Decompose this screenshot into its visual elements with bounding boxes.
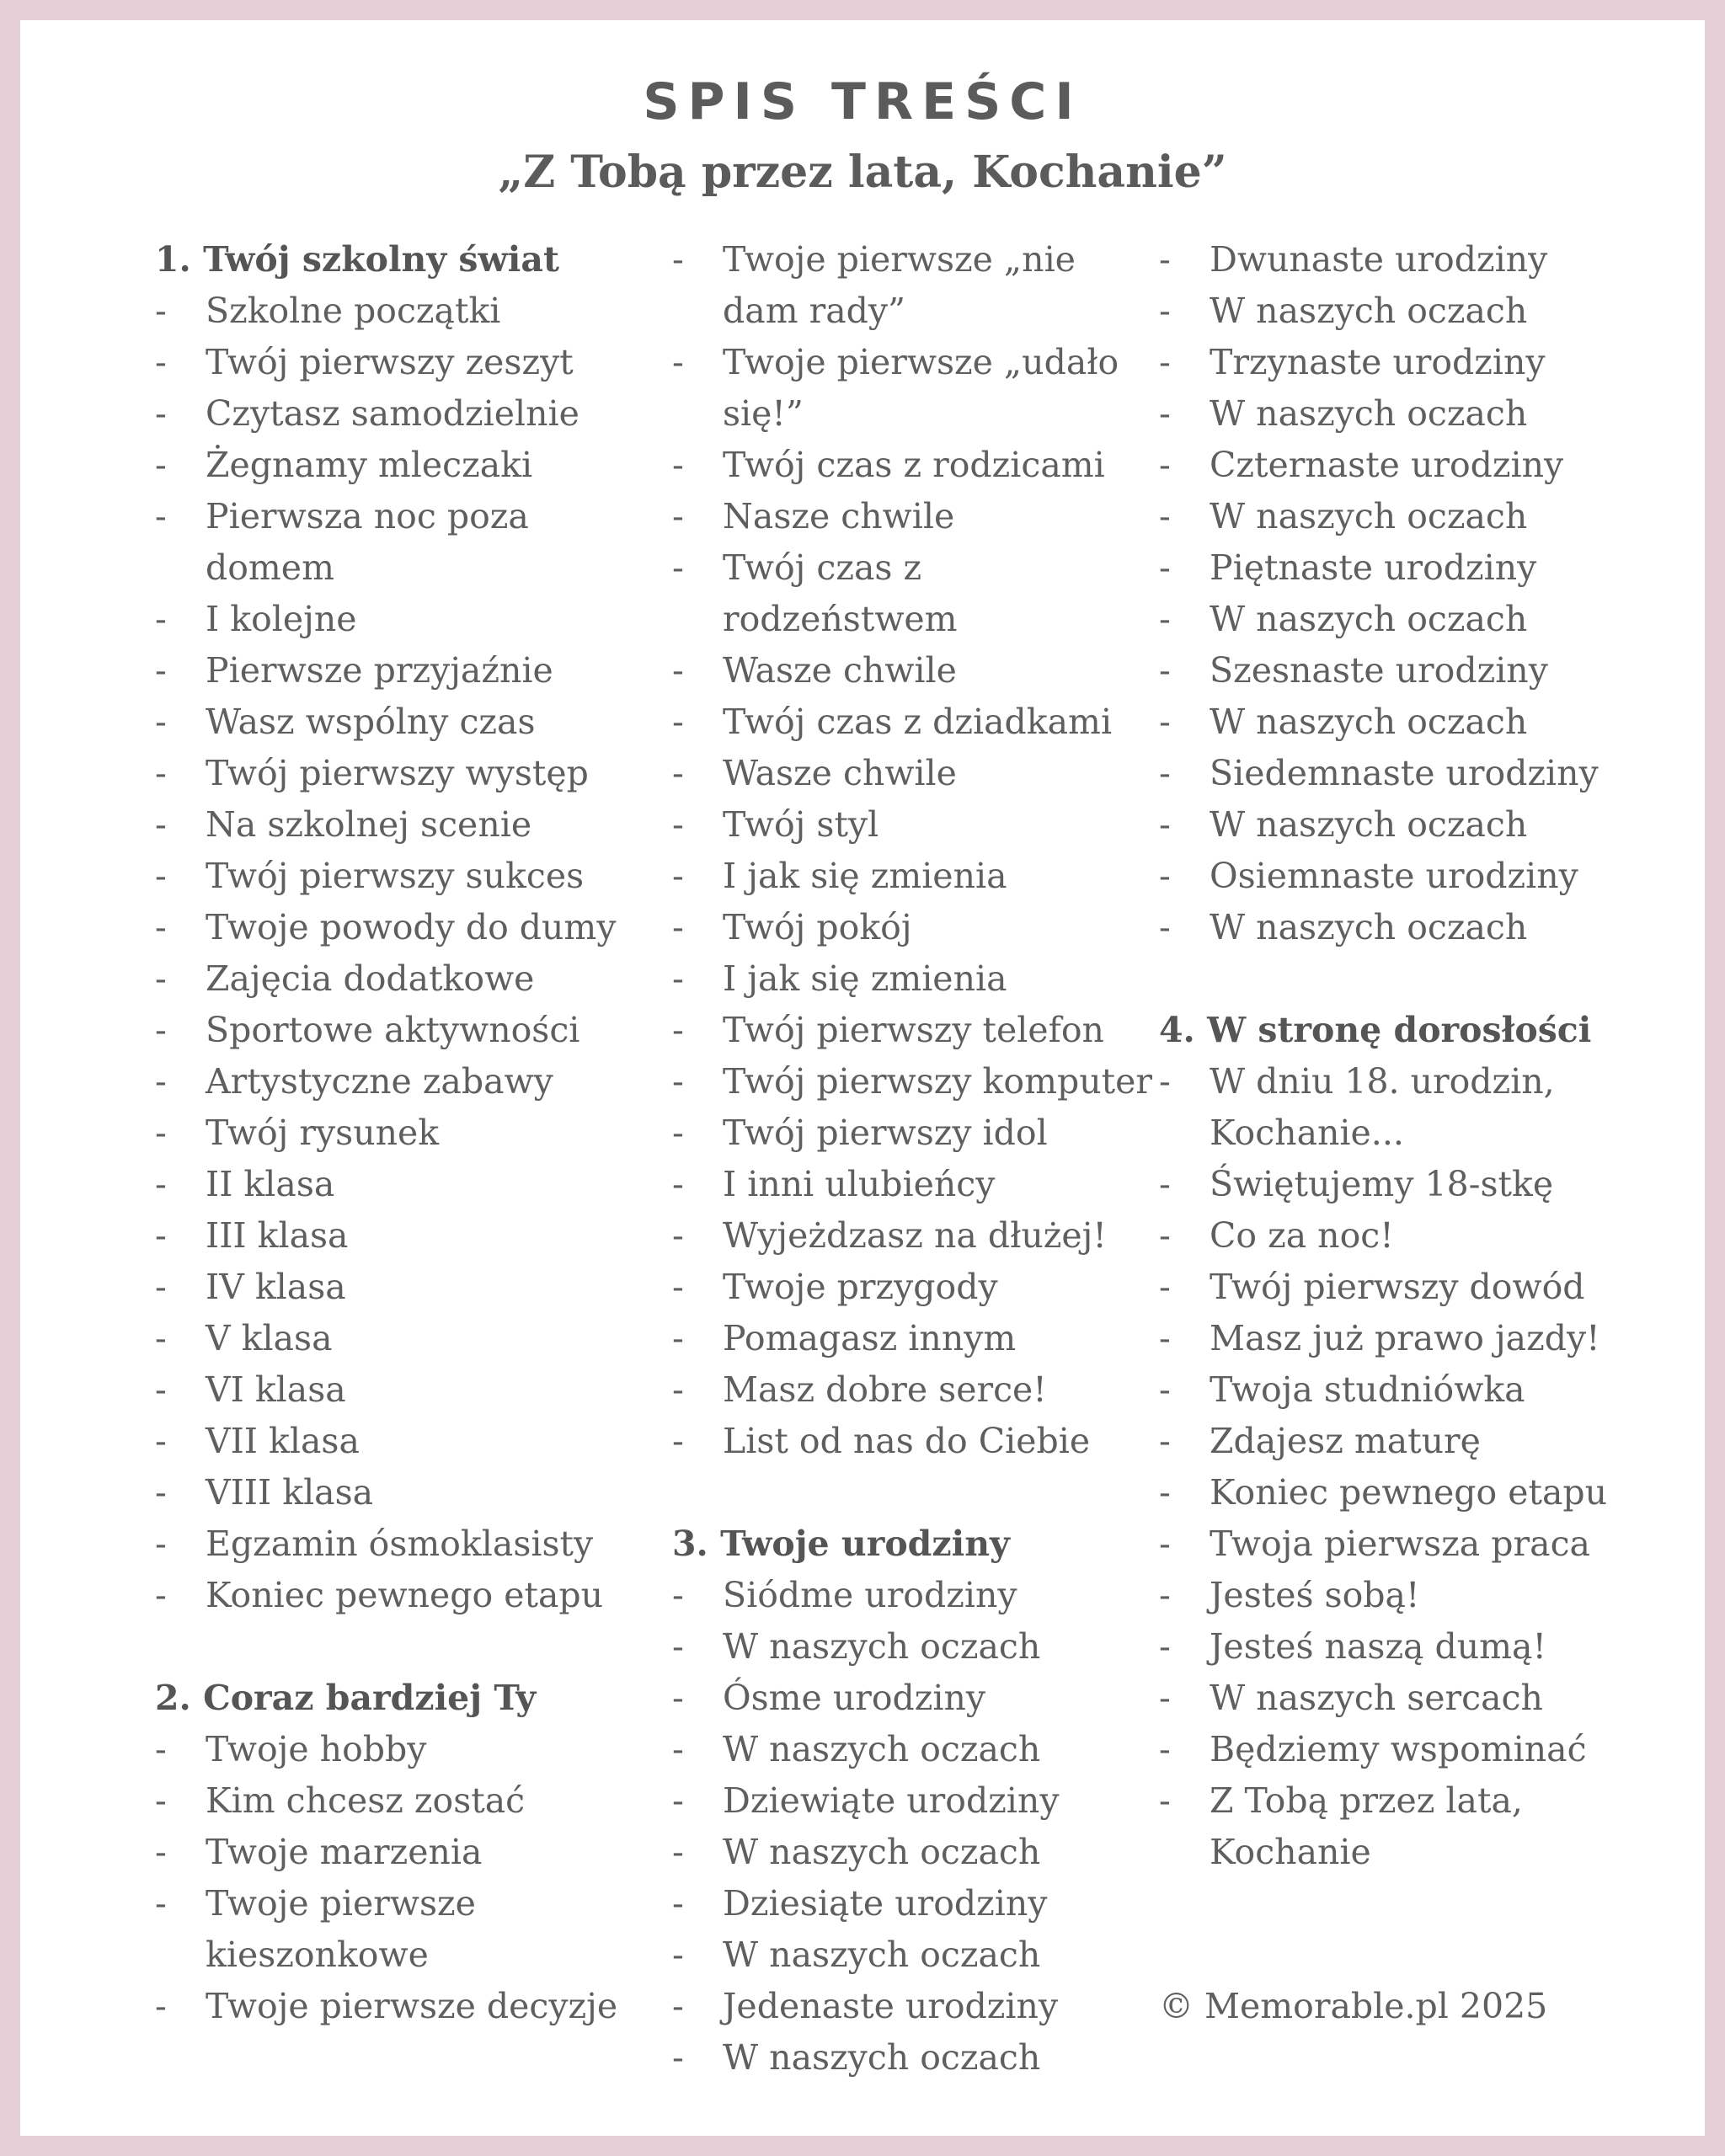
toc-entry-label: Szkolne początki <box>206 291 501 331</box>
list-dash-marker: - <box>1159 1626 1171 1667</box>
list-dash-marker: - <box>1159 547 1171 588</box>
list-dash-marker: - <box>1159 1267 1171 1307</box>
toc-entry-label: VII klasa <box>206 1421 360 1461</box>
toc-entry <box>1159 799 1673 851</box>
page <box>20 20 1705 2136</box>
list-dash-marker: - <box>672 907 684 947</box>
list-dash-marker: - <box>672 445 684 485</box>
list-dash-marker: - <box>1159 445 1171 485</box>
list-dash-marker: - <box>155 753 167 793</box>
toc-entry-label: Z Tobą przez lata, Kochanie <box>1210 1780 1523 1872</box>
toc-entry-label: Jesteś sobą! <box>1210 1575 1420 1615</box>
toc-entry-label: Twój czas z rodzeństwem <box>723 547 958 639</box>
list-dash-marker: - <box>672 1267 684 1307</box>
toc-entry-label: Piętnaste urodziny <box>1210 547 1537 588</box>
toc-entry <box>672 851 1152 902</box>
toc-entry <box>1159 440 1673 491</box>
toc-entry <box>155 902 627 953</box>
toc-entry <box>672 1724 1152 1775</box>
list-dash-marker: - <box>155 1267 167 1307</box>
toc-entry <box>672 1878 1152 1929</box>
toc-entry-label: W naszych oczach <box>723 1935 1041 1975</box>
list-dash-marker: - <box>155 1986 167 2026</box>
toc-entry <box>1159 1262 1673 1313</box>
toc-entry-label: Świętujemy 18-stkę <box>1210 1164 1554 1204</box>
toc-entry-label: Dwunaste urodziny <box>1210 239 1548 280</box>
toc-entry <box>672 1056 1152 1107</box>
toc-entry-label: Koniec pewnego etapu <box>1210 1472 1608 1513</box>
list-dash-marker: - <box>155 496 167 536</box>
list-dash-marker: - <box>672 342 684 382</box>
list-dash-marker: - <box>672 1010 684 1050</box>
toc-entry <box>672 645 1152 696</box>
toc-entry <box>155 1159 627 1210</box>
toc-entry <box>672 902 1152 953</box>
toc-entry <box>672 1929 1152 1981</box>
toc-entry-label: Siódme urodziny <box>723 1575 1017 1615</box>
toc-entry-label: Zajęcia dodatkowe <box>206 958 535 999</box>
section-2-list-continued <box>672 234 1152 1467</box>
toc-entry <box>1159 851 1673 902</box>
toc-entry <box>155 1827 627 1878</box>
toc-entry <box>155 1416 627 1467</box>
list-dash-marker: - <box>672 496 684 536</box>
list-dash-marker: - <box>1159 291 1171 331</box>
list-dash-marker: - <box>672 1678 684 1718</box>
toc-entry-label: Kim chcesz zostać <box>206 1780 526 1821</box>
toc-entry <box>1159 234 1673 286</box>
list-dash-marker: - <box>155 1010 167 1050</box>
toc-entry <box>155 748 627 799</box>
list-dash-marker: - <box>1159 1524 1171 1564</box>
toc-entry-label: Wasze chwile <box>723 753 957 793</box>
toc-entry <box>1159 1210 1673 1262</box>
list-dash-marker: - <box>1159 599 1171 639</box>
toc-entry <box>672 696 1152 748</box>
toc-entry <box>1159 491 1673 542</box>
list-dash-marker: - <box>672 1729 684 1769</box>
toc-entry-label: Twój czas z rodzicami <box>723 445 1105 485</box>
list-dash-marker: - <box>1159 1369 1171 1410</box>
toc-entry-label: Twój styl <box>723 804 879 845</box>
toc-entry <box>155 1570 627 1621</box>
toc-entry <box>155 286 627 337</box>
list-dash-marker: - <box>155 1369 167 1410</box>
toc-entry <box>155 1467 627 1518</box>
toc-entry <box>1159 1621 1673 1673</box>
list-dash-marker: - <box>672 1421 684 1461</box>
toc-entry-label: Żegnamy mleczaki <box>206 445 533 485</box>
list-dash-marker: - <box>155 650 167 691</box>
toc-entry-label: Trzynaste urodziny <box>1210 342 1546 382</box>
toc-entry <box>155 337 627 388</box>
toc-entry <box>155 1724 627 1775</box>
section-3-list-continued <box>1159 234 1673 953</box>
toc-entry <box>155 799 627 851</box>
toc-entry-label: W naszych oczach <box>1210 291 1528 331</box>
toc-column-2 <box>672 234 1152 2084</box>
list-dash-marker: - <box>1159 1061 1171 1102</box>
toc-entry <box>155 1107 627 1159</box>
toc-entry-label: Twoje pierwsze kieszonkowe <box>206 1883 476 1975</box>
toc-entry <box>155 1518 627 1570</box>
toc-entry <box>672 1673 1152 1724</box>
toc-entry-label: VIII klasa <box>206 1472 374 1513</box>
toc-entry <box>672 1107 1152 1159</box>
list-dash-marker: - <box>672 856 684 896</box>
toc-entry-label: Twoje pierwsze „nie dam rady” <box>723 239 1076 331</box>
list-dash-marker: - <box>155 907 167 947</box>
toc-entry-label: Nasze chwile <box>723 496 955 536</box>
toc-entry <box>1159 1467 1673 1518</box>
toc-entry-label: Artystyczne zabawy <box>206 1061 553 1102</box>
toc-entry-label: Czytasz samodzielnie <box>206 393 579 434</box>
section-heading-2: 2. Coraz bardziej Ty <box>155 1678 537 1718</box>
list-dash-marker: - <box>1159 650 1171 691</box>
list-dash-marker: - <box>1159 1729 1171 1769</box>
toc-entry <box>672 1775 1152 1827</box>
toc-entry-label: W naszych oczach <box>723 2037 1041 2078</box>
toc-entry <box>1159 286 1673 337</box>
toc-entry-label: Czternaste urodziny <box>1210 445 1564 485</box>
toc-entry <box>672 1210 1152 1262</box>
toc-entry <box>155 645 627 696</box>
toc-entry-label: Pierwsze przyjaźnie <box>206 650 553 691</box>
toc-entry <box>155 1775 627 1827</box>
list-dash-marker: - <box>1159 1318 1171 1358</box>
toc-entry-label: Szesnaste urodziny <box>1210 650 1548 691</box>
list-dash-marker: - <box>155 1421 167 1461</box>
toc-entry-label: W naszych oczach <box>1210 804 1528 845</box>
toc-entry-label: W naszych sercach <box>1210 1678 1543 1718</box>
toc-entry-label: Dziesiąte urodziny <box>723 1883 1048 1924</box>
toc-entry-label: W naszych oczach <box>723 1832 1041 1872</box>
toc-entry <box>1159 902 1673 953</box>
list-dash-marker: - <box>155 599 167 639</box>
toc-entry-label: Zdajesz maturę <box>1210 1421 1481 1461</box>
toc-entry <box>672 748 1152 799</box>
section-heading-1: 1. Twój szkolny świat <box>155 239 559 280</box>
list-dash-marker: - <box>155 856 167 896</box>
toc-entry-label: Twoje powody do dumy <box>206 907 617 947</box>
list-dash-marker: - <box>155 804 167 845</box>
toc-entry <box>672 799 1152 851</box>
list-dash-marker: - <box>672 1883 684 1924</box>
list-dash-marker: - <box>1159 1472 1171 1513</box>
list-dash-marker: - <box>672 1369 684 1410</box>
toc-entry <box>155 491 627 594</box>
toc-entry <box>155 1210 627 1262</box>
toc-entry <box>672 1262 1152 1313</box>
toc-entry <box>672 1005 1152 1056</box>
toc-entry <box>155 851 627 902</box>
list-dash-marker: - <box>672 1318 684 1358</box>
toc-entry-label: Twój pokój <box>723 907 912 947</box>
toc-entry <box>1159 337 1673 388</box>
list-dash-marker: - <box>672 1113 684 1153</box>
toc-entry-label: Koniec pewnego etapu <box>206 1575 604 1615</box>
toc-entry-label: Twój pierwszy komputer <box>723 1061 1152 1102</box>
list-dash-marker: - <box>155 1215 167 1256</box>
toc-entry <box>1159 1364 1673 1416</box>
list-dash-marker: - <box>155 1318 167 1358</box>
list-dash-marker: - <box>1159 393 1171 434</box>
toc-entry <box>155 1981 627 2032</box>
list-dash-marker: - <box>672 239 684 280</box>
toc-entry-label: W naszych oczach <box>1210 599 1528 639</box>
toc-entry-label: I jak się zmienia <box>723 958 1007 999</box>
toc-entry-label: W naszych oczach <box>1210 393 1528 434</box>
copyright-notice: © Memorable.pl 2025 <box>1159 1986 1548 2026</box>
toc-entry-label: VI klasa <box>206 1369 346 1410</box>
list-dash-marker: - <box>155 1472 167 1513</box>
toc-entry-label: I inni ulubieńcy <box>723 1164 996 1204</box>
toc-entry-label: Twoje pierwsze decyzje <box>206 1986 618 2026</box>
list-dash-marker: - <box>672 1832 684 1872</box>
toc-entry <box>155 388 627 440</box>
toc-entry <box>672 1159 1152 1210</box>
list-dash-marker: - <box>672 1780 684 1821</box>
toc-entry-label: W naszych oczach <box>723 1729 1041 1769</box>
list-dash-marker: - <box>672 650 684 691</box>
list-dash-marker: - <box>155 958 167 999</box>
toc-entry-label: Twoja studniówka <box>1210 1369 1525 1410</box>
toc-entry-label: Twój pierwszy występ <box>206 753 589 793</box>
toc-entry <box>1159 748 1673 799</box>
toc-entry <box>672 1621 1152 1673</box>
list-dash-marker: - <box>672 1164 684 1204</box>
toc-entry <box>672 234 1152 337</box>
toc-entry-label: Twoje pierwsze „udało się!” <box>723 342 1119 434</box>
section-heading-4: 4. W stronę dorosłości <box>1159 1010 1592 1050</box>
list-dash-marker: - <box>1159 1678 1171 1718</box>
list-dash-marker: - <box>1159 1780 1171 1821</box>
toc-entry-label: I jak się zmienia <box>723 856 1007 896</box>
list-dash-marker: - <box>155 1524 167 1564</box>
toc-entry-label: Wyjeżdzasz na dłużej! <box>723 1215 1107 1256</box>
toc-entry <box>1159 696 1673 748</box>
list-dash-marker: - <box>155 1780 167 1821</box>
toc-entry-label: W naszych oczach <box>723 1626 1041 1667</box>
toc-entry-label: Masz dobre serce! <box>723 1369 1047 1410</box>
list-dash-marker: - <box>672 1061 684 1102</box>
toc-entry <box>1159 1056 1673 1159</box>
list-dash-marker: - <box>155 702 167 742</box>
toc-entry-label: Pierwsza noc poza domem <box>206 496 529 588</box>
toc-entry <box>672 542 1152 645</box>
toc-entry <box>672 2032 1152 2084</box>
toc-entry-label: Jesteś naszą dumą! <box>1210 1626 1546 1667</box>
toc-entry <box>155 1262 627 1313</box>
toc-entry-label: Masz już prawo jazdy! <box>1210 1318 1600 1358</box>
list-dash-marker: - <box>1159 907 1171 947</box>
list-dash-marker: - <box>155 445 167 485</box>
list-dash-marker: - <box>672 804 684 845</box>
toc-entry <box>672 1416 1152 1467</box>
toc-entry-label: Twoje przygody <box>723 1267 998 1307</box>
toc-entry-label: Twój pierwszy sukces <box>206 856 585 896</box>
toc-entry <box>155 696 627 748</box>
toc-entry <box>155 440 627 491</box>
toc-entry <box>155 594 627 645</box>
list-dash-marker: - <box>672 2037 684 2078</box>
toc-entry <box>1159 594 1673 645</box>
toc-entry <box>1159 1416 1673 1467</box>
toc-entry <box>672 1570 1152 1621</box>
section-3-list <box>672 1570 1152 2084</box>
toc-entry-label: Dziewiąte urodziny <box>723 1780 1060 1821</box>
toc-entry-label: Twój pierwszy zeszyt <box>206 342 574 382</box>
list-dash-marker: - <box>672 1935 684 1975</box>
toc-entry <box>672 1827 1152 1878</box>
toc-entry-label: Wasz wspólny czas <box>206 702 536 742</box>
toc-entry-label: Twój pierwszy idol <box>723 1113 1048 1153</box>
toc-entry <box>1159 1570 1673 1621</box>
list-dash-marker: - <box>155 1729 167 1769</box>
list-dash-marker: - <box>1159 1215 1171 1256</box>
list-dash-marker: - <box>1159 856 1171 896</box>
list-dash-marker: - <box>155 1575 167 1615</box>
toc-entry <box>1159 645 1673 696</box>
toc-entry-label: W naszych oczach <box>1210 702 1528 742</box>
list-dash-marker: - <box>672 1215 684 1256</box>
section-2-list <box>155 1724 627 2032</box>
list-dash-marker: - <box>672 1986 684 2026</box>
toc-entry <box>155 1313 627 1364</box>
toc-entry-label: W naszych oczach <box>1210 496 1528 536</box>
toc-entry-label: I kolejne <box>206 599 357 639</box>
toc-entry-label: Pomagasz innym <box>723 1318 1017 1358</box>
list-dash-marker: - <box>1159 804 1171 845</box>
toc-entry <box>672 440 1152 491</box>
toc-entry <box>672 953 1152 1005</box>
list-dash-marker: - <box>672 1626 684 1667</box>
list-dash-marker: - <box>155 393 167 434</box>
toc-entry-label: Twoje hobby <box>206 1729 427 1769</box>
toc-column-3 <box>1159 234 1673 1878</box>
toc-entry <box>155 953 627 1005</box>
section-heading-3: 3. Twoje urodziny <box>672 1524 1010 1564</box>
toc-entry <box>1159 1313 1673 1364</box>
toc-entry-label: Twój rysunek <box>206 1113 440 1153</box>
toc-entry-label: Twój czas z dziadkami <box>723 702 1113 742</box>
toc-entry <box>1159 1673 1673 1724</box>
list-dash-marker: - <box>155 1061 167 1102</box>
toc-entry-label: W naszych oczach <box>1210 907 1528 947</box>
toc-entry <box>672 1981 1152 2032</box>
toc-entry-label: Na szkolnej scenie <box>206 804 532 845</box>
list-dash-marker: - <box>672 547 684 588</box>
toc-entry <box>155 1005 627 1056</box>
section-1-list <box>155 286 627 1621</box>
toc-entry <box>155 1364 627 1416</box>
list-dash-marker: - <box>1159 342 1171 382</box>
list-dash-marker: - <box>1159 496 1171 536</box>
toc-entry <box>1159 1724 1673 1775</box>
toc-entry-label: Twoja pierwsza praca <box>1210 1524 1590 1564</box>
list-dash-marker: - <box>672 753 684 793</box>
list-dash-marker: - <box>1159 753 1171 793</box>
section-4-list <box>1159 1056 1673 1878</box>
toc-entry-label: Będziemy wspominać <box>1210 1729 1587 1769</box>
toc-entry-label: W dniu 18. urodzin, Kochanie... <box>1210 1061 1555 1153</box>
toc-entry <box>672 337 1152 440</box>
toc-entry <box>1159 1159 1673 1210</box>
toc-entry-label: III klasa <box>206 1215 349 1256</box>
toc-entry-label: Siedemnaste urodziny <box>1210 753 1599 793</box>
list-dash-marker: - <box>1159 239 1171 280</box>
list-dash-marker: - <box>672 958 684 999</box>
page-title: SPIS TREŚCI <box>643 72 1082 131</box>
list-dash-marker: - <box>155 291 167 331</box>
toc-entry-label: Twój pierwszy telefon <box>723 1010 1104 1050</box>
toc-entry <box>1159 1775 1673 1878</box>
list-dash-marker: - <box>1159 1421 1171 1461</box>
toc-entry-label: Twój pierwszy dowód <box>1210 1267 1585 1307</box>
toc-entry-label: Osiemnaste urodziny <box>1210 856 1578 896</box>
page-subtitle: „Z Tobą przez lata, Kochanie” <box>498 147 1227 198</box>
list-dash-marker: - <box>1159 702 1171 742</box>
list-dash-marker: - <box>155 342 167 382</box>
list-dash-marker: - <box>1159 1164 1171 1204</box>
toc-column-1 <box>155 234 627 2032</box>
toc-entry <box>155 1056 627 1107</box>
toc-entry-label: IV klasa <box>206 1267 346 1307</box>
toc-entry-label: Twoje marzenia <box>206 1832 483 1872</box>
toc-entry-label: Ósme urodziny <box>723 1678 986 1718</box>
toc-entry <box>672 491 1152 542</box>
toc-entry <box>672 1313 1152 1364</box>
toc-entry-label: Co za noc! <box>1210 1215 1394 1256</box>
list-dash-marker: - <box>672 702 684 742</box>
toc-entry-label: Egzamin ósmoklasisty <box>206 1524 594 1564</box>
list-dash-marker: - <box>155 1832 167 1872</box>
toc-entry-label: V klasa <box>206 1318 333 1358</box>
toc-entry-label: Jedenaste urodziny <box>723 1986 1059 2026</box>
list-dash-marker: - <box>155 1883 167 1924</box>
list-dash-marker: - <box>1159 1575 1171 1615</box>
toc-entry-label: Wasze chwile <box>723 650 957 691</box>
toc-entry <box>672 1364 1152 1416</box>
toc-entry <box>1159 542 1673 594</box>
toc-entry <box>1159 388 1673 440</box>
toc-entry-label: Sportowe aktywności <box>206 1010 580 1050</box>
toc-entry <box>155 1878 627 1981</box>
toc-entry-label: II klasa <box>206 1164 335 1204</box>
list-dash-marker: - <box>155 1113 167 1153</box>
toc-entry-label: List od nas do Ciebie <box>723 1421 1091 1461</box>
toc-entry <box>1159 1518 1673 1570</box>
list-dash-marker: - <box>155 1164 167 1204</box>
list-dash-marker: - <box>672 1575 684 1615</box>
